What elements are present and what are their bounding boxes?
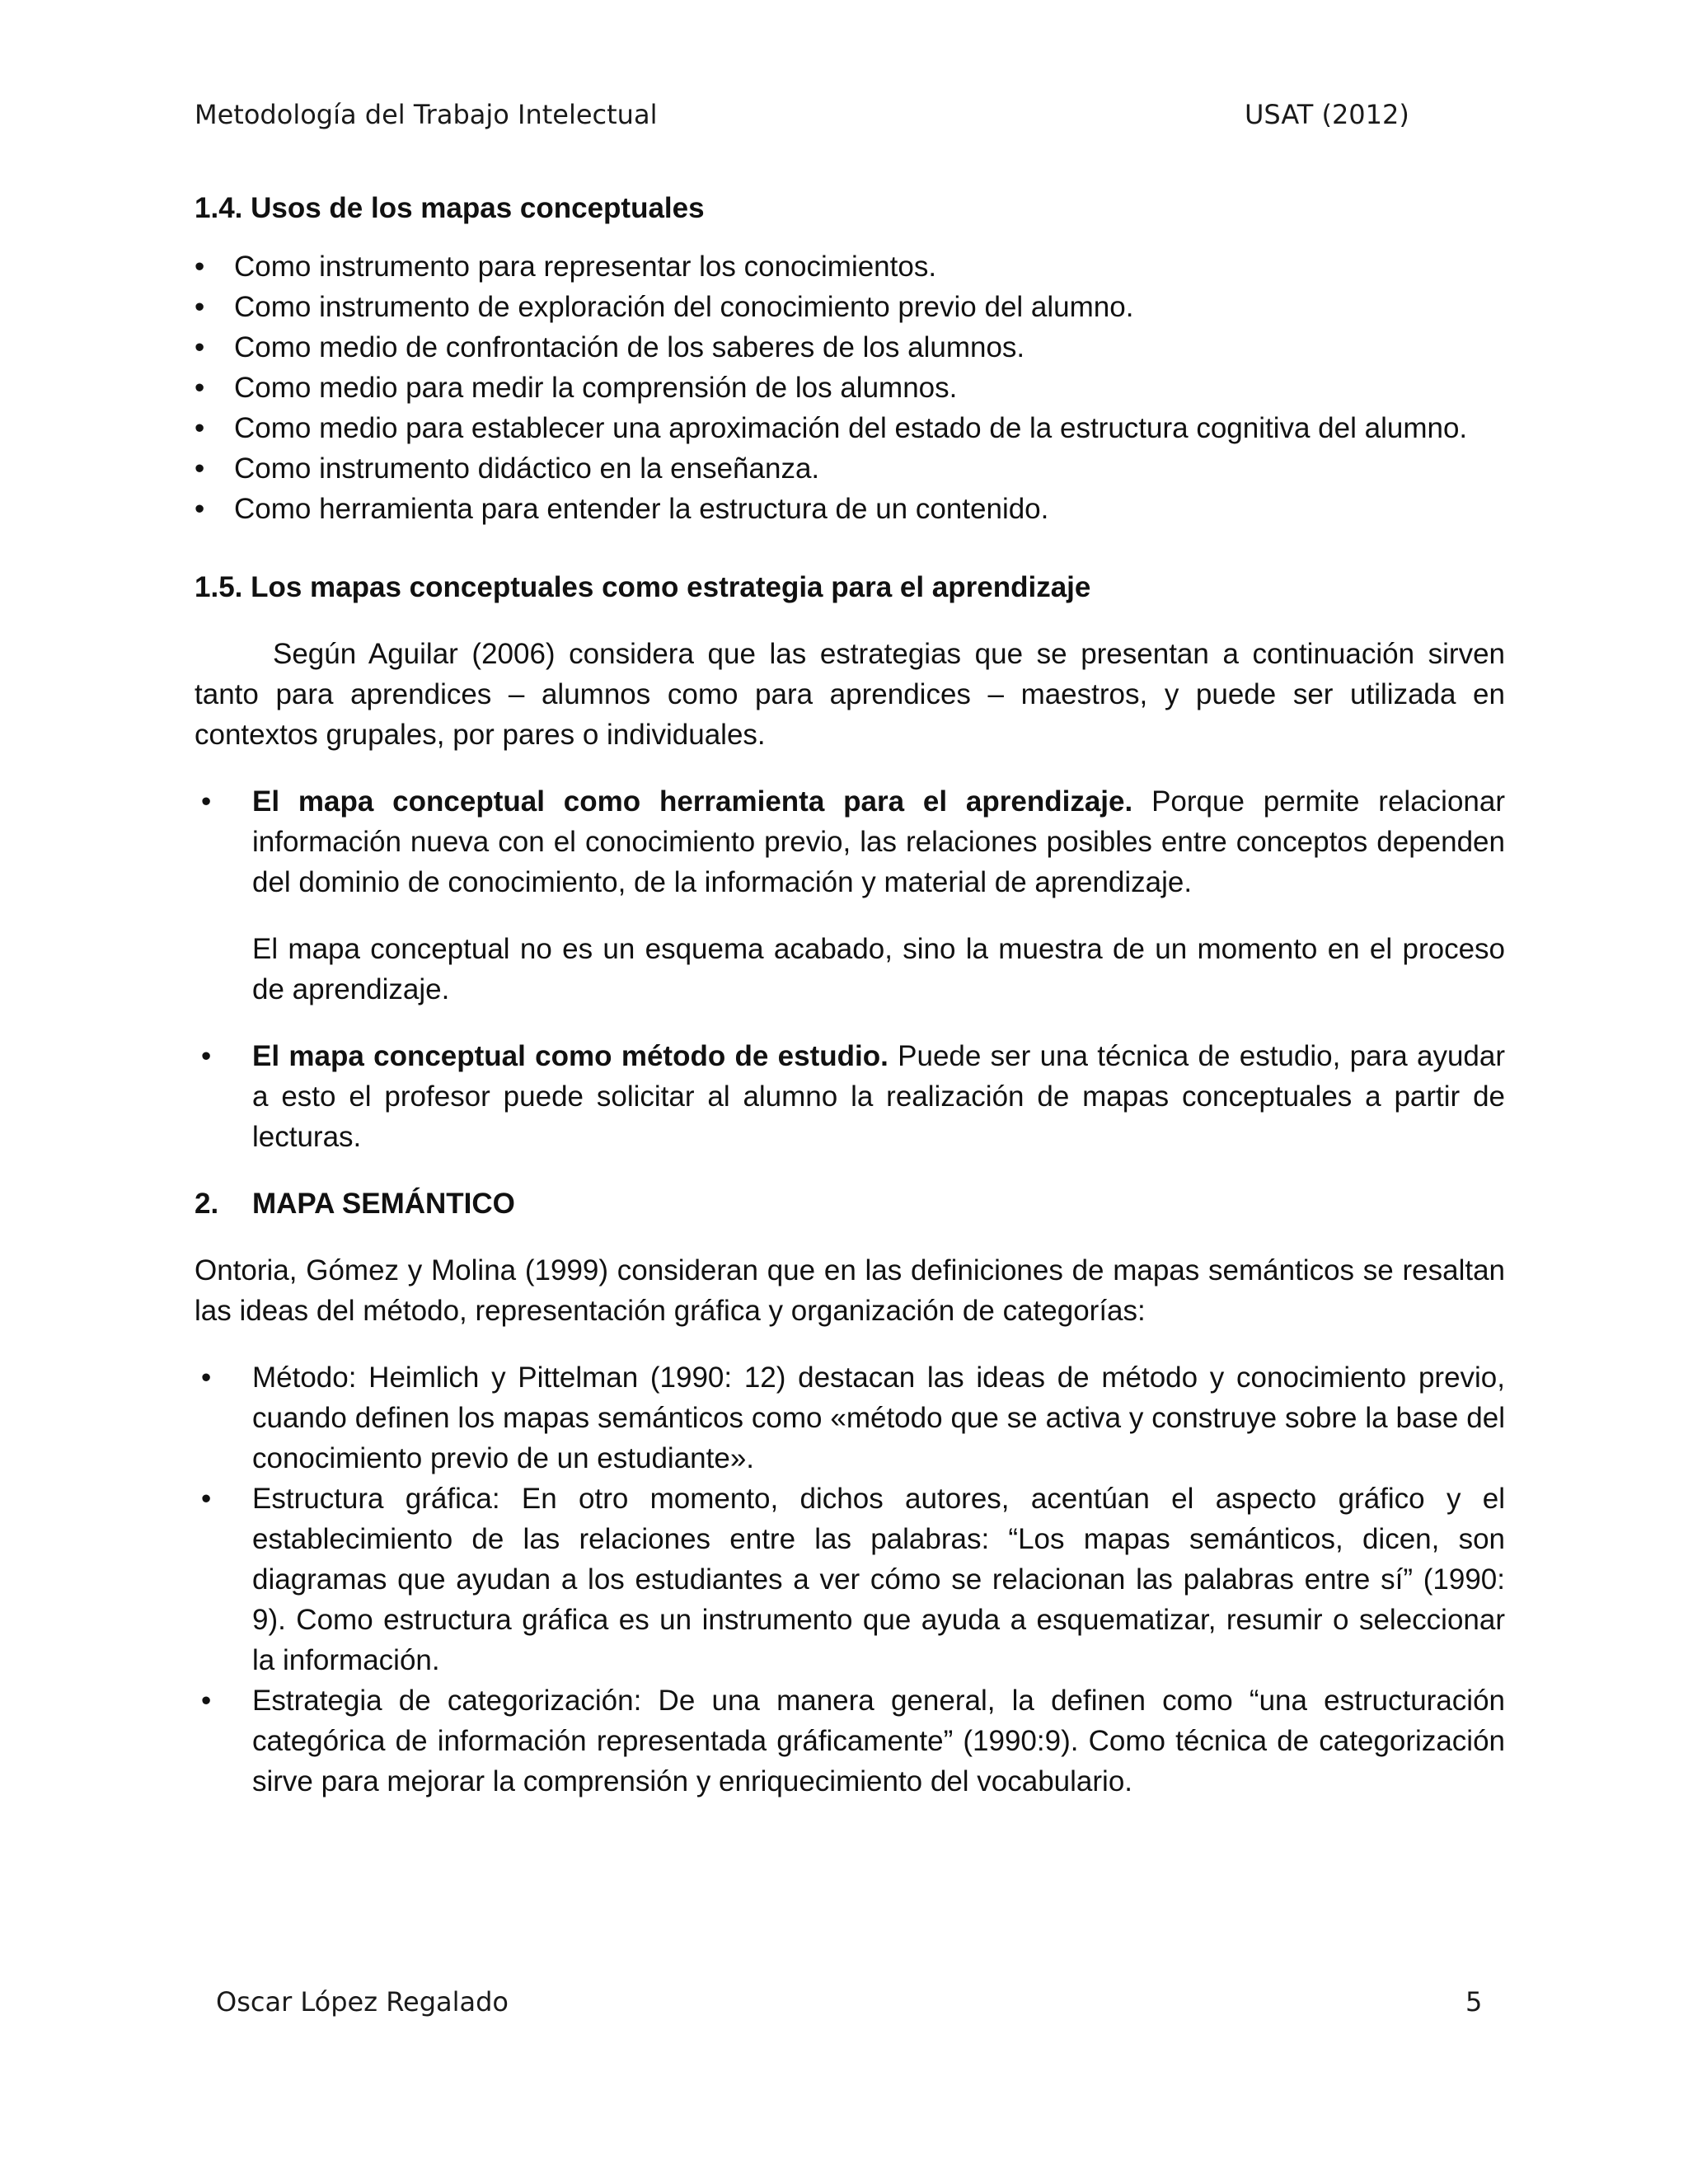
bullet-icon: • — [201, 1685, 212, 1717]
uses-list — [195, 246, 1505, 529]
footer-author: Oscar López Regalado — [216, 1986, 509, 2018]
list-item: • Como instrumento didáctico en la enseñanza. — [195, 448, 1505, 489]
bullet-icon: • — [195, 372, 205, 404]
bullet-icon: • — [201, 1361, 212, 1394]
list-item: • Estrategia de categorización: De una manera general, la definen como “una estructuración categórica de información representada gráficamente” (1990:9). Como técnica de categorización sirve para mejorar la comprensión y enriquecimiento del vocabulario. — [195, 1680, 1505, 1802]
strategies-list-2 — [195, 1036, 1505, 1157]
strategy-title: El mapa conceptual como método de estudio. — [252, 1040, 889, 1072]
bullet-icon: • — [201, 1483, 212, 1515]
list-item: • Como herramienta para entender la estructura de un contenido. — [195, 489, 1505, 529]
bullet-icon: • — [195, 291, 205, 323]
page-number: 5 — [1465, 1986, 1483, 2018]
bullet-icon: • — [201, 785, 212, 818]
strategies-list — [195, 781, 1505, 902]
strategy-title: El mapa conceptual como herramienta para el aprendizaje. — [252, 785, 1133, 818]
section-2-intro: Ontoria, Gómez y Molina (1999) consideran que en las definiciones de mapas semánticos se resaltan las ideas del método, representación gráfica y organización de categorías: — [195, 1254, 1505, 1327]
bullet-icon: • — [195, 412, 205, 444]
bullet-icon: • — [201, 1040, 212, 1072]
document-body — [195, 188, 1505, 1802]
bullet-icon: • — [195, 251, 205, 283]
list-item: • Estructura gráfica: En otro momento, dichos autores, acentúan el aspecto gráfico y el establecimiento de las relaciones entre las palabras: “Los mapas semánticos, dicen, son diagramas que ayudan a los estudiantes a ver cómo se relacionan las palabras entre sí” (1990: 9). Como estructura gráfica es un instrumento que ayuda a esquematizar, resumir o seleccionar la información. — [195, 1479, 1505, 1680]
bullet-icon: • — [195, 493, 205, 525]
list-item: • El mapa conceptual como método de estudio. Puede ser una técnica de estudio, para ayudar a esto el profesor puede solicitar al alumno la realización de mapas conceptuales a partir de lecturas. — [195, 1036, 1505, 1157]
section-2-heading: 2. MAPA SEMÁNTICO — [195, 1188, 515, 1220]
semantic-map-list — [195, 1357, 1505, 1802]
list-item: • Método: Heimlich y Pittelman (1990: 12) destacan las ideas de método y conocimiento previo, cuando definen los mapas semánticos como «método que se activa y construye sobre la base del conocimiento previo de un estudiante». — [195, 1357, 1505, 1479]
section-1-5-intro: Según Aguilar (2006) considera que las estrategias que se presentan a continuación sirven tanto para aprendices – alumnos como para aprendices – maestros, y puede ser utilizada en contextos grupales, por pares o individuales. — [195, 638, 1505, 751]
section-1-4-heading: 1.4. Usos de los mapas conceptuales — [195, 192, 705, 224]
header-title: Metodología del Trabajo Intelectual — [195, 99, 658, 130]
list-item: • El mapa conceptual como herramienta para el aprendizaje. Porque permite relacionar información nueva con el conocimiento previo, las relaciones posibles entre conceptos dependen del dominio de conocimiento, de la información y material de aprendizaje. — [195, 781, 1505, 902]
header-institution: USAT (2012) — [1245, 99, 1409, 130]
list-item: • Como medio para medir la comprensión de los alumnos. — [195, 368, 1505, 408]
list-item: • Como instrumento de exploración del conocimiento previo del alumno. — [195, 287, 1505, 327]
section-1-5-heading: 1.5. Los mapas conceptuales como estrategia para el aprendizaje — [195, 571, 1091, 603]
bullet-icon: • — [195, 452, 205, 485]
list-item: • Como instrumento para representar los conocimientos. — [195, 246, 1505, 287]
list-item: • Como medio de confrontación de los saberes de los alumnos. — [195, 327, 1505, 368]
bullet-icon: • — [195, 331, 205, 363]
list-item: • Como medio para establecer una aproximación del estado de la estructura cognitiva del alumno. — [195, 408, 1505, 448]
strategy-note: El mapa conceptual no es un esquema acabado, sino la muestra de un momento en el proceso de aprendizaje. — [252, 933, 1505, 1005]
